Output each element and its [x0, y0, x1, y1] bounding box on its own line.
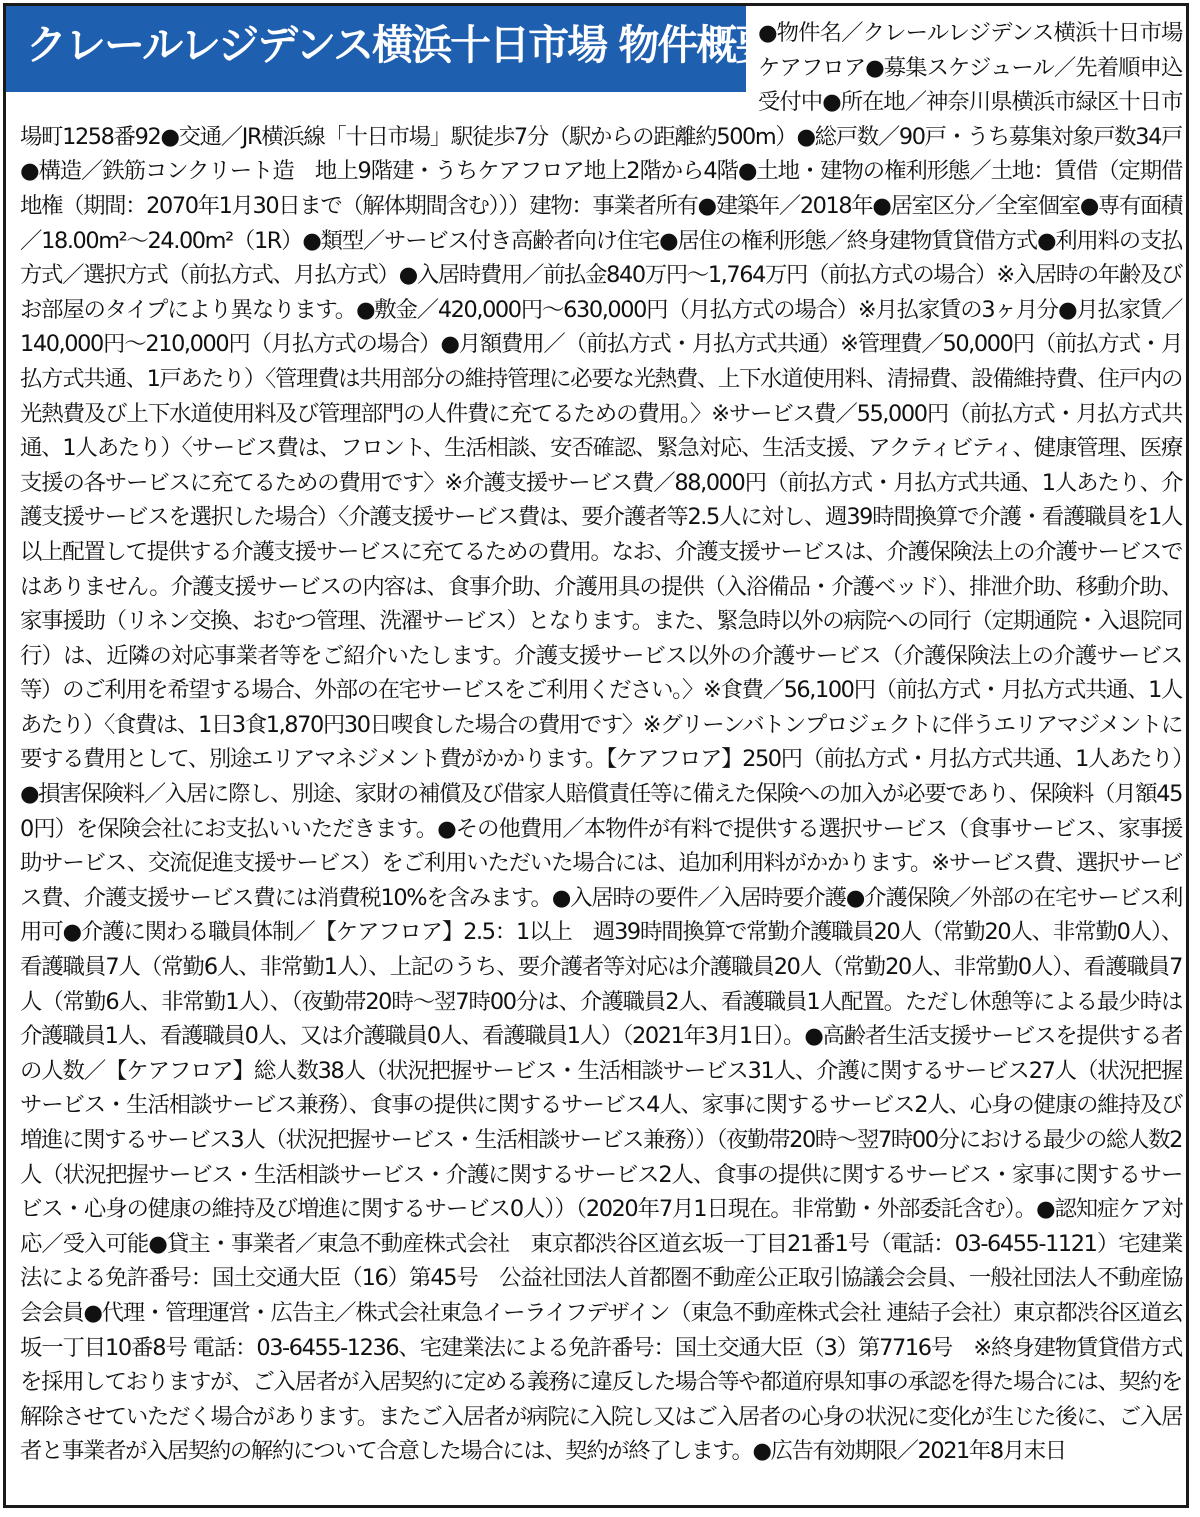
page-title: クレールレジデンス横浜十日市場 物件概要 [6, 6, 746, 92]
property-summary-panel [3, 3, 1189, 1508]
property-details-content: ●物件名／クレールレジデンス横浜十日市場 ケアフロア●募集スケジュール／先着順申込受付中●所在地／神奈川県横浜市緑区十日市場町1258番92●交通／JR横浜線「十日市場」駅徒歩7分（駅からの距離約500m）●総戸数／90戸・うち募集対象戸数34戸●構造／鉄筋コンクリート造 地上9階建・うちケアフロア地上2階から4階●土地・建物の権利形態／土地：賃借（定期借地権（期間：2070年1月30日まで（解体期間含む）））建物：事業者所有●建築年／2018年●居室区分／全室個室●専有面積／18.00m²～24.00m²（1R）●類型／サービス付き高齢者向け住宅●居住の権利形態／終身建物賃貸借方式●利用料の支払方式／選択方式（前払方式、月払方式）●入居時費用／前払金840万円～1,764万円（前払方式の場合）※入居時の年齢及びお部屋のタイプにより異なります。●敷金／420,000円～630,000円（月払方式の場合）※月払家賃の3ヶ月分●月払家賃／140,000円～210,000円（月払方式の場合）●月額費用／（前払方式・月払方式共通）※管理費／50,000円（前払方式・月払方式共通、1戸あたり）〈管理費は共用部分の維持管理に必要な光熱費、上下水道使用料、清掃費、設備維持費、住戸内の光熱費及び上下水道使用料及び管理部門の人件費に充てるための費用。〉※サービス費／55,000円（前払方式・月払方式共通、1人あたり）〈サービス費は、フロント、生活相談、安否確認、緊急対応、生活支援、アクティビティ、健康管理、医療支援の各サービスに充てるための費用です〉※介護支援サービス費／88,000円（前払方式・月払方式共通、1人あたり、介護支援サービスを選択した場合）〈介護支援サービス費は、要介護者等2.5人に対し、週39時間換算で介護・看護職員を1人以上配置して提供する介護支援サービスに充てるための費用。なお、介護支援サービスは、介護保険法上の介護サービスではありません。介護支援サービスの内容は、食事介助、介護用具の提供（入浴備品・介護ベッド）、排泄介助、移動介助、家事援助（リネン交換、おむつ管理、洗濯サービス）となります。また、緊急時以外の病院への同行（定期通院・入退院同行）は、近隣の対応事業者等をご紹介いたします。介護支援サービス以外の介護サービス（介護保険法上の介護サービス等）のご利用を希望する場合、外部の在宅サービスをご利用ください。〉※食費／56,100円（前払方式・月払方式共通、1人あたり）〈食費は、1日3食1,870円30日喫食した場合の費用です〉※グリーンバトンプロジェクトに伴うエリアマジメントに要する費用として、別途エリアマネジメント費がかかります。【ケアフロア】250円（前払方式・月払方式共通、1人あたり）●損害保険料／入居に際し、別途、家財の補償及び借家人賠償責任等に備えた保険への加入が必要であり、保険料（月額450円）を保険会社にお支払いいただきます。●その他費用／本物件が有料で提供する選択サービス（食事サービス、家事援助サービス、交流促進支援サービス）をご利用いただいた場合には、追加利用料がかかります。※サービス費、選択サービス費、介護支援サービス費には消費税10%を含みます。●入居時の要件／入居時要介護●介護保険／外部の在宅サービス利用可●介護に関わる職員体制／【ケアフロア】2.5：1以上 週39時間換算で常勤介護職員20人（常勤20人、非常勤0人）、看護職員7人（常勤6人、非常勤1人）、上記のうち、要介護者等対応は介護職員20人（常勤20人、非常勤0人）、看護職員7人（常勤6人、非常勤1人）、（夜勤帯20時～翌7時00分は、介護職員2人、看護職員1人配置。ただし休憩等による最少時は介護職員1人、看護職員0人、又は介護職員0人、看護職員1人）（2021年3月1日）。●高齢者生活支援サービスを提供する者の人数／【ケアフロア】総人数38人（状況把握サービス・生活相談サービス31人、介護に関するサービス27人（状況把握サービス・生活相談サービス兼務）、食事の提供に関するサービス4人、家事に関するサービス2人、心身の健康の維持及び増進に関するサービス3人（状況把握サービス・生活相談サービス兼務））（夜勤帯20時～翌7時00分における最少の総人数2人（状況把握サービス・生活相談サービス・介護に関するサービス2人、食事の提供に関するサービス・家事に関するサービス・心身の健康の維持及び増進に関するサービス0人））（2020年7月1日現在。非常勤・外部委託含む）。●認知症ケア対応／受入可能●貸主・事業者／東急不動産株式会社 東京都渋谷区道玄坂一丁目21番1号（電話：03-6455-1121）宅建業法による免許番号：国土交通大臣（16）第45号 公益社団法人首都圏不動産公正取引協議会会員、一般社団法人不動産協会会員●代理・管理運営・広告主／株式会社東急イーライフデザイン（東急不動産株式会社 連結子会社）東京都渋谷区道玄坂一丁目10番8号 電話：03-6455-1236、宅建業法による免許番号：国土交通大臣（3）第7716号 ※終身建物賃貸借方式を採用しておりますが、ご入居者が入居契約に定める義務に違反した場合等や都道府県知事の承認を得た場合には、契約を解除させていただく場合があります。またご入居者が病院に入院し又はご入居者の心身の状況に変化が生じた後に、ご入居者と事業者が入居契約の解約について合意した場合には、契約が終了します。●広告有効期限／2021年8月末日 [20, 20, 1182, 1465]
property-details-text [20, 16, 1182, 1469]
title-spacer [20, 16, 758, 88]
